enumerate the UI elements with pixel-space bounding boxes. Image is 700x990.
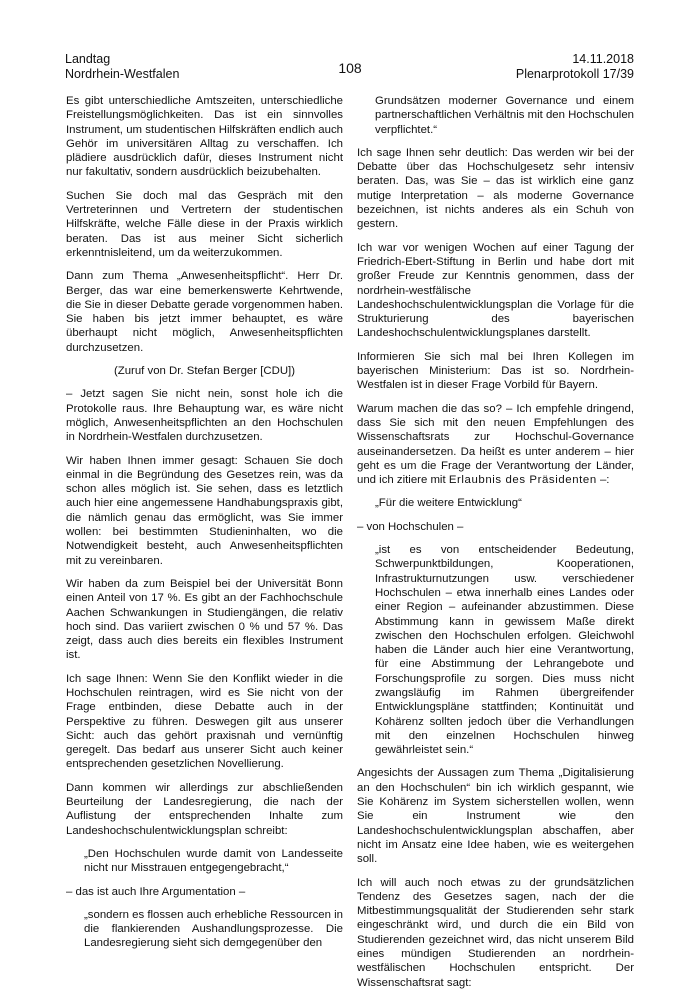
block-quote-continued: Grundsätzen moderner Governance und einem partnerschaftlichen Verhältnis mit den Hochschulen verpflichtet.“ [375, 95, 634, 136]
paragraph: Wir haben da zum Beispiel bei der Universität Bonn einen Anteil von 17 %. Es gibt an der Fachhochschule Aachen Schwankungen in Studiengängen, die relativ hoch sind. Das variiert zwischen 0 % und 57 %. Das zeigt, dass auch dies bereits ein flexibles Instrument ist. [66, 577, 343, 662]
paragraph: Wir haben Ihnen immer gesagt: Schauen Sie doch einmal in die Begründung des Gesetzes rein, was da schon alles möglich ist. Sie sehen, dass es letztlich auch hier eine angemessene Handhabungspraxis gibt, die nämlich genau das ermöglicht, was Sie immer wollen: bei bestimmten Studieninhalten, wo die Notwendigkeit besteht, auch Anwesenheitspflichten mit zu vereinbaren. [66, 454, 343, 567]
paragraph: Suchen Sie doch mal das Gespräch mit den Vertreterinnen und Vertretern der studentischen Hilfskräfte, welche Fälle diese in der Praxis wirklich beraten. Das ist aus meiner Sicht sicherlich erkenntnisleitend, um da weiterzukommen. [66, 189, 343, 259]
paragraph: Dann kommen wir allerdings zur abschließenden Beurteilung der Landesregierung, die nach der Auflistung der entsprechenden Inhalte zum Landeshochschulentwicklungsplan schreibt: [66, 781, 343, 837]
paragraph [357, 402, 634, 488]
block-quote: „ist es von entscheidender Bedeutung, Schwerpunktbildungen, Kooperationen, Infrastrukturnutzungen usw. verschiedener Hochschulen – etwa innerhalb eines Landes oder einer Region – aufeinander abzustimmen. Diese Abstimmung kann in gewissem Maße direkt zwischen den Hochschulen erfolgen. Gleichwohl haben die Länder auch hier eine Verantwortung, für eine Abstimmung der Lehrangebote und Forschungsprofile zu sorgen. Dies muss nicht zwangsläufig im Rahmen übergreifender Entwicklungspläne stattfinden; Kontinuität und Kohärenz sollten jedoch über die Verhandlungen mit den einzelnen Hochschulen hinweg gewährleistet sein.“ [375, 544, 634, 757]
right-column [357, 94, 634, 990]
paragraph-text: Warum machen die das so? – Ich empfehle dringend, dass Sie sich mit den neuen Empfehlungen des Wissenschaftsrats zur Hochschul-Governance auseinandersetzen. Da heißt es unter anderem – hier geht es um die Frage der Verantwortung der Länder, und ich zitiere mit [357, 402, 634, 487]
paragraph: – Jetzt sagen Sie nicht nein, sonst hole ich die Protokolle raus. Ihre Behauptung war, es wäre nicht möglich, Anwesenheitspflichten an den Hochschulen in Nordrhein-Westfalen durchzusetzen. [66, 388, 343, 444]
left-column [66, 94, 343, 951]
paragraph: – von Hochschulen – [357, 520, 464, 533]
header-state: Nordrhein-Westfalen [65, 67, 180, 81]
header-parliament: Landtag [65, 52, 111, 66]
paragraph: Ich sage Ihnen: Wenn Sie den Konflikt wieder in die Hochschulen reintragen, wird es Sie nicht von der Frage entbinden, diese Debatte auch in der Perspektive zu führen. Deswegen gilt aus unserer Sicht: auch das gehört praxisnah und vernünftig geregelt. Das bedarf aus unserer Sicht auch keiner entsprechenden gesetzlichen Novellierung. [66, 672, 343, 771]
paragraph-text-end: –: [596, 474, 610, 487]
header-protocol-number: Plenarprotokoll 17/39 [515, 67, 634, 81]
header-date: 14.11.2018 [572, 52, 634, 66]
paragraph: Es gibt unterschiedliche Amtszeiten, unterschiedliche Freistellungsmöglichkeiten. Das ist ein sinnvolles Instrument, um studentischen Hilfskräften endlich auch Gehör im universitären Alltag zu verschaffen. Ich plädiere ausdrücklich dafür, dieses Instrument nicht nur fakultativ, sondern ausdrücklich beizubehalten. [66, 95, 343, 179]
block-quote: „Den Hochschulen wurde damit von Landesseite nicht nur Misstrauen entgegengebracht,“ [84, 847, 343, 875]
paragraph: Ich sage Ihnen sehr deutlich: Das werden wir bei der Debatte über das Hochschulgesetz sehr intensiv beraten. Das, was Sie – das ist wirklich eine ganz mutige Interpretation – als moderne Governance bezeichnen, ist nichts anderes als ein Schuh von gestern. [357, 146, 634, 231]
paragraph: – das ist auch Ihre Argumentation – [66, 885, 246, 898]
paragraph: Ich will auch noch etwas zu der grundsätzlichen Tendenz des Gesetzes sagen, nach der die Mitbestimmungsqualität der Studierenden sehr stark eingeschränkt wird, und durch die ein Bild von Studierenden gezeichnet wird, das nicht unserem Bild eines mündigen Studierenden an nordrhein-westfälischen Hochschulen entspricht. Der Wissenschaftsrat sagt: [357, 876, 634, 989]
block-quote: „Für die weitere Entwicklung“ [375, 497, 522, 510]
paragraph: Informieren Sie sich mal bei Ihren Kollegen im bayerischen Ministerium: Das ist so. Nordrhein-Westfalen ist in dieser Frage Vorbild für Bayern. [357, 350, 634, 392]
interjection: (Zuruf von Dr. Stefan Berger [CDU]) [113, 365, 296, 378]
paragraph: Ich war vor wenigen Wochen auf einer Tagung der Friedrich-Ebert-Stiftung in Berlin und habe dort mit großer Freude zur Kenntnis genommen, dass der nordrhein-westfälische Landeshochschulentwicklungsplan die Vorlage für die Strukturierung des bayerischen Landeshochschulentwicklungsplanes darstellt. [357, 241, 634, 340]
paragraph: Angesichts der Aussagen zum Thema „Digitalisierung an den Hochschulen“ bin ich wirklich gespannt, wie Sie Kohärenz im System sicherstellen wollen, wenn Sie ein Instrument wie den Landeshochschulentwicklungsplan abschaffen, aber nicht im Ansatz eine Idee haben, wie es weitergehen soll. [357, 767, 634, 866]
header-right [516, 52, 634, 82]
paragraph: Dann zum Thema „Anwesenheitspflicht“. Herr Dr. Berger, das war eine bemerkenswerte Kehrtwende, die Sie in dieser Debatte gerade vorgenommen haben. Sie haben bis jetzt immer behauptet, es wäre überhaupt nicht möglich, Anwesenheitspflichten durchzusetzen. [66, 270, 343, 354]
block-quote: „sondern es flossen auch erhebliche Ressourcen in die flankierenden Aushandlungsprozesse. Die Landesregierung sieht sich demgegenüber den [84, 908, 343, 950]
page-number: 108 [338, 60, 362, 76]
spaced-emphasis: Erlaubnis des Präsidenten [448, 474, 597, 487]
